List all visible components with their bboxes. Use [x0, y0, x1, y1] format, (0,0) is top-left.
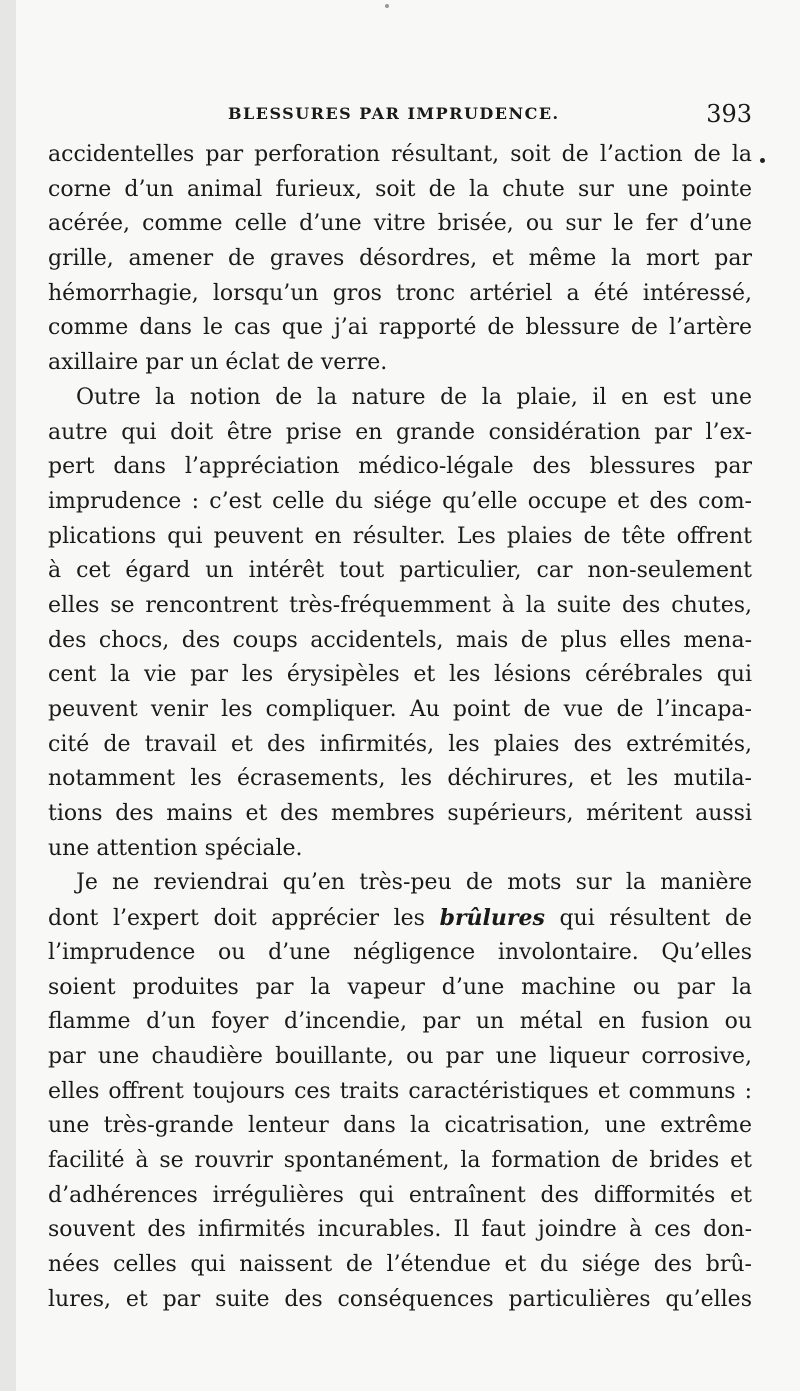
- ink-speck: [760, 158, 765, 163]
- text-line: lures, et par suite des conséquences particulières qu’elles: [48, 1286, 752, 1312]
- text-line: l’imprudence ou d’une négligence involontaire. Qu’elles: [48, 939, 752, 965]
- running-head: [48, 100, 752, 130]
- text-line: tions des mains et des membres supérieurs, méritent aussi: [48, 801, 752, 827]
- text-line: notamment les écrasements, les déchirures, et les mutila-: [48, 766, 752, 792]
- text-line: accidentelles par perforation résultant, soit de l’action de la: [48, 142, 752, 167]
- text-line: soient produites par la vapeur d’une machine ou par la: [48, 974, 752, 1000]
- text-line: nées celles qui naissent de l’étendue et du siége des brû-: [48, 1252, 752, 1277]
- text-line: facilité à se rouvrir spontanément, la formation de brides et: [48, 1147, 752, 1173]
- text-line: d’adhérences irrégulières qui entraînent des difformités et: [48, 1182, 752, 1208]
- text-line: corne d’un animal furieux, soit de la chute sur une pointe: [48, 176, 752, 202]
- text-line: axillaire par un éclat de verre.: [48, 350, 388, 376]
- text-line: comme dans le cas que j’ai rapporté de blessure de l’artère: [48, 315, 752, 341]
- text-line: grille, amener de graves désordres, et même la mort par: [48, 246, 752, 272]
- text-line: pert dans l’appréciation médico-légale des blessures par: [48, 454, 752, 480]
- text-line: cité de travail et des infirmités, les plaies des extrémités,: [48, 731, 752, 757]
- text-line: une attention spéciale.: [48, 835, 303, 861]
- text-line: [48, 901, 752, 936]
- text-line: acérée, comme celle d’une vitre brisée, ou sur le fer d’une: [48, 211, 752, 237]
- running-title: BLESSURES PAR IMPRUDENCE.: [228, 104, 560, 123]
- text-line: à cet égard un intérêt tout particulier, car non-seulement: [48, 558, 752, 584]
- text-line: peuvent venir les compliquer. Au point de vue de l’incapa-: [48, 697, 752, 722]
- page-number: 393: [706, 100, 752, 128]
- text-line: flamme d’un foyer d’incendie, par un métal en fusion ou: [48, 1009, 752, 1035]
- text-segment: dont l’expert doit apprécier les: [48, 906, 425, 932]
- text-line: elles offrent toujours ces traits caractéristiques et communs :: [48, 1078, 752, 1104]
- text-line: Outre la notion de la nature de la plaie, il en est une: [76, 384, 752, 410]
- text-line: par une chaudière bouillante, ou par une liqueur corrosive,: [48, 1043, 752, 1069]
- text-line: Je ne reviendrai qu’en très-peu de mots sur la manière: [76, 870, 752, 896]
- text-line: imprudence : c’est celle du siége qu’elle occupe et des com-: [48, 488, 752, 514]
- text-line: plications qui peuvent en résulter. Les plaies de tête offrent: [48, 523, 752, 549]
- text-line: elles se rencontrent très-fréquemment à la suite des chutes,: [48, 592, 752, 618]
- text-line: des chocs, des coups accidentels, mais de plus elles mena-: [48, 627, 752, 653]
- text-line: souvent des infirmités incurables. Il faut joindre à ces don-: [48, 1217, 752, 1243]
- ink-speck: [385, 4, 389, 8]
- text-line: cent la vie par les érysipèles et les lésions cérébrales qui: [48, 662, 752, 688]
- italic-term: brûlures: [439, 905, 545, 932]
- text-line: hémorrhagie, lorsqu’un gros tronc artériel a été intéressé,: [48, 280, 752, 306]
- text-line: une très-grande lenteur dans la cicatrisation, une extrême: [48, 1113, 752, 1139]
- page-gutter-shadow: [0, 0, 16, 1391]
- text-segment: qui résultent de: [559, 906, 752, 932]
- body-text: [48, 138, 752, 1317]
- text-line: autre qui doit être prise en grande considération par l’ex-: [48, 419, 752, 445]
